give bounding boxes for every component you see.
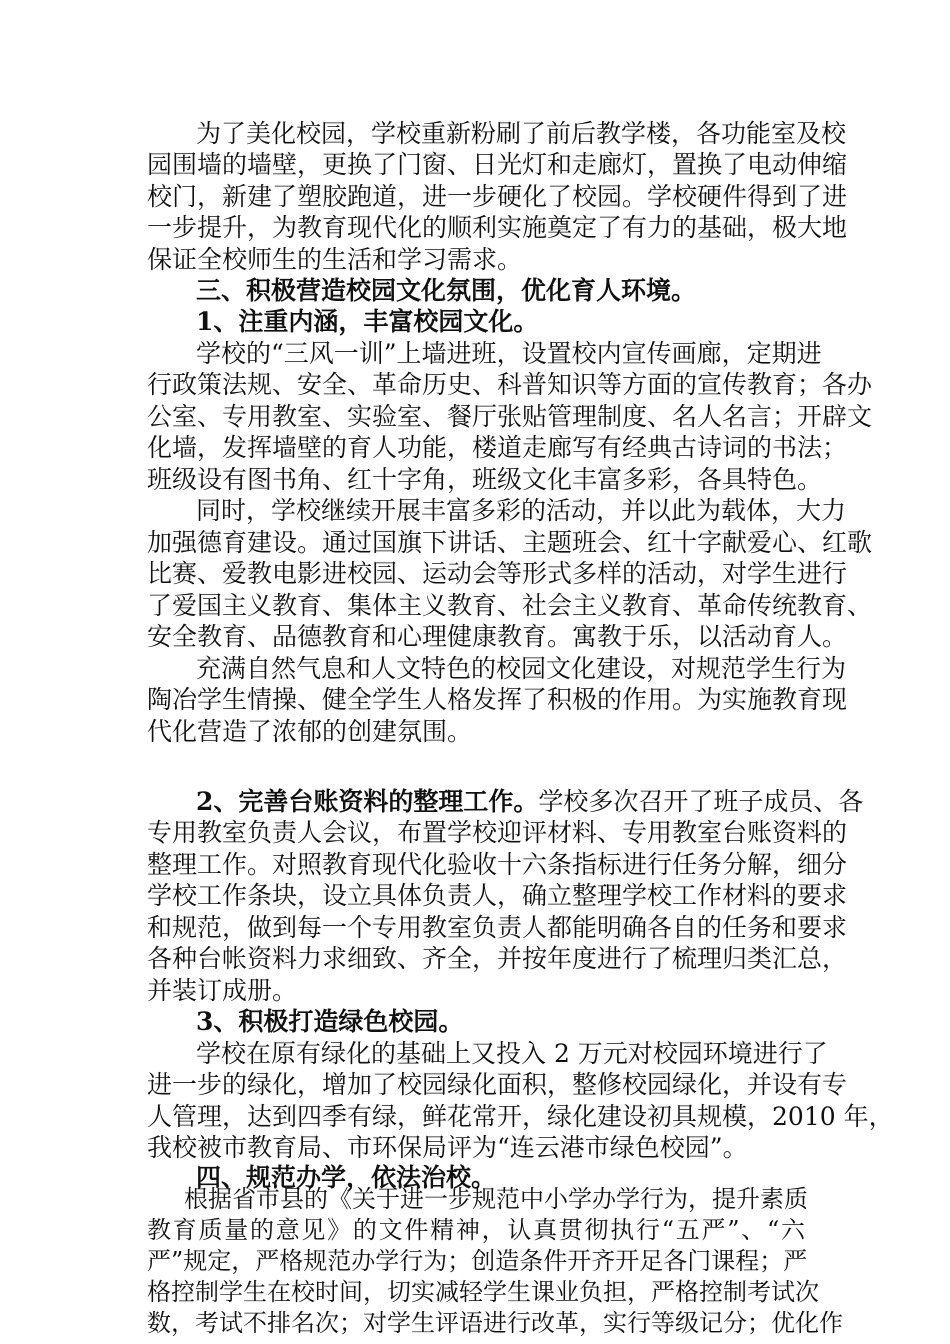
subsection-heading: 3、积极打造绿色校园。 xyxy=(196,1007,464,1036)
paragraph-line: 整理工作。对照教育现代化验收十六条指标进行任务分解，细分 xyxy=(147,850,848,879)
paragraph-line: 为了美化校园，学校重新粉刷了前后教学楼，各功能室及校 xyxy=(196,119,847,148)
paragraph-line: 公室、专用教室、实验室、餐厅张贴管理制度、名人名言；开辟文 xyxy=(147,402,873,431)
paragraph-line: 同时，学校继续开展丰富多彩的活动，并以此为载体，大力 xyxy=(196,496,847,525)
paragraph-line: 严”规定，严格规范办学行为；创造条件开齐开足各门课程；严 xyxy=(147,1247,808,1275)
paragraph-line: 充满自然气息和人文特色的校园文化建设，对规范学生行为 xyxy=(196,654,847,683)
paragraph-line: 陶冶学生情操、健全学生人格发挥了积极的作用。为实施教育现 xyxy=(147,685,848,714)
paragraph-line: 校门，新建了塑胶跑道，进一步硬化了校园。学校硬件得到了进 xyxy=(147,182,848,211)
paragraph-line: 班级设有图书角、红十字角，班级文化丰富多彩，各具特色。 xyxy=(147,465,823,494)
paragraph-line: 一步提升，为教育现代化的顺利实施奠定了有力的基础，极大地 xyxy=(147,213,848,242)
paragraph-line: 教育质量的意见》的文件精神，认真贯彻执行“五严”、“六 xyxy=(147,1216,805,1244)
paragraph-line: 专用教室负责人会议，布置学校迎评材料、专用教室台账资料的 xyxy=(147,818,848,847)
paragraph-line: 进一步的绿化，增加了校园绿化面积，整修校园绿化，并设有专 xyxy=(147,1070,848,1099)
paragraph-line: 比赛、爱教电影进校园、运动会等形式多样的活动，对学生进行 xyxy=(147,559,848,588)
paragraph-line: 学校工作条块，设立具体负责人，确立整理学校工作材料的要求 xyxy=(147,881,848,910)
paragraph-line: 格控制学生在校时间，切实减轻学生课业负担，严格控制考试次 xyxy=(147,1278,819,1306)
paragraph-line: 各种台帐资料力求细致、齐全，并按年度进行了梳理归类汇总， xyxy=(147,944,848,973)
paragraph-line: 行政策法规、安全、革命历史、科普知识等方面的宣传教育；各办 xyxy=(147,370,873,399)
paragraph-line: 并装订成册。 xyxy=(147,976,298,1005)
paragraph-line: 和规范，做到每一个专用教室负责人都能明确各自的任务和要求 xyxy=(147,913,848,942)
paragraph-line: 根据省市县的《关于进一步规范中小学办学行为，提升素质 xyxy=(184,1185,808,1213)
paragraph-line: 安全教育、品德教育和心理健康教育。寓教于乐，以活动育人。 xyxy=(147,622,848,651)
section-heading: 四、规范办学，依法治校。 xyxy=(196,1163,497,1192)
paragraph-line: 园围墙的墙壁，更换了门窗、日光灯和走廊灯，置换了电动伸缩 xyxy=(147,150,848,179)
paragraph-line: 了爱国主义教育、集体主义教育、社会主义教育、革命传统教育、 xyxy=(147,591,873,620)
paragraph-line: 代化营造了浓郁的创建氛围。 xyxy=(147,717,473,746)
paragraph-line: 化墙，发挥墙壁的育人功能，楼道走廊写有经典古诗词的书法； xyxy=(147,433,848,462)
section-heading: 三、积极营造校园文化氛围，优化育人环境。 xyxy=(196,276,697,305)
paragraph-line: 学校在原有绿化的基础上又投入 2 万元对校园环境进行了 xyxy=(196,1039,828,1068)
paragraph-line: 学校的“三风一训”上墙进班，设置校内宣传画廊，定期进 xyxy=(196,339,822,368)
subsection-heading: 1、注重内涵，丰富校园文化。 xyxy=(196,307,539,336)
paragraph-line: 我校被市教育局、市环保局评为“连云港市绿色校园”。 xyxy=(147,1133,748,1162)
paragraph-text: 学校多次召开了班子成员、各 xyxy=(538,787,864,816)
paragraph-line: 保证全校师生的生活和学习需求。 xyxy=(147,245,523,274)
paragraph-line xyxy=(196,787,864,817)
paragraph-line: 数，考试不排名次；对学生评语进行改革，实行等级记分；优化作 xyxy=(147,1309,843,1337)
subsection-heading: 2、完善台账资料的整理工作。 xyxy=(196,787,539,816)
paragraph-line: 人管理，达到四季有绿，鲜花常开，绿化建设初具规模，2010 年， xyxy=(147,1102,894,1131)
paragraph-line: 加强德育建设。通过国旗下讲话、主题班会、红十字献爱心、红歌 xyxy=(147,528,873,557)
